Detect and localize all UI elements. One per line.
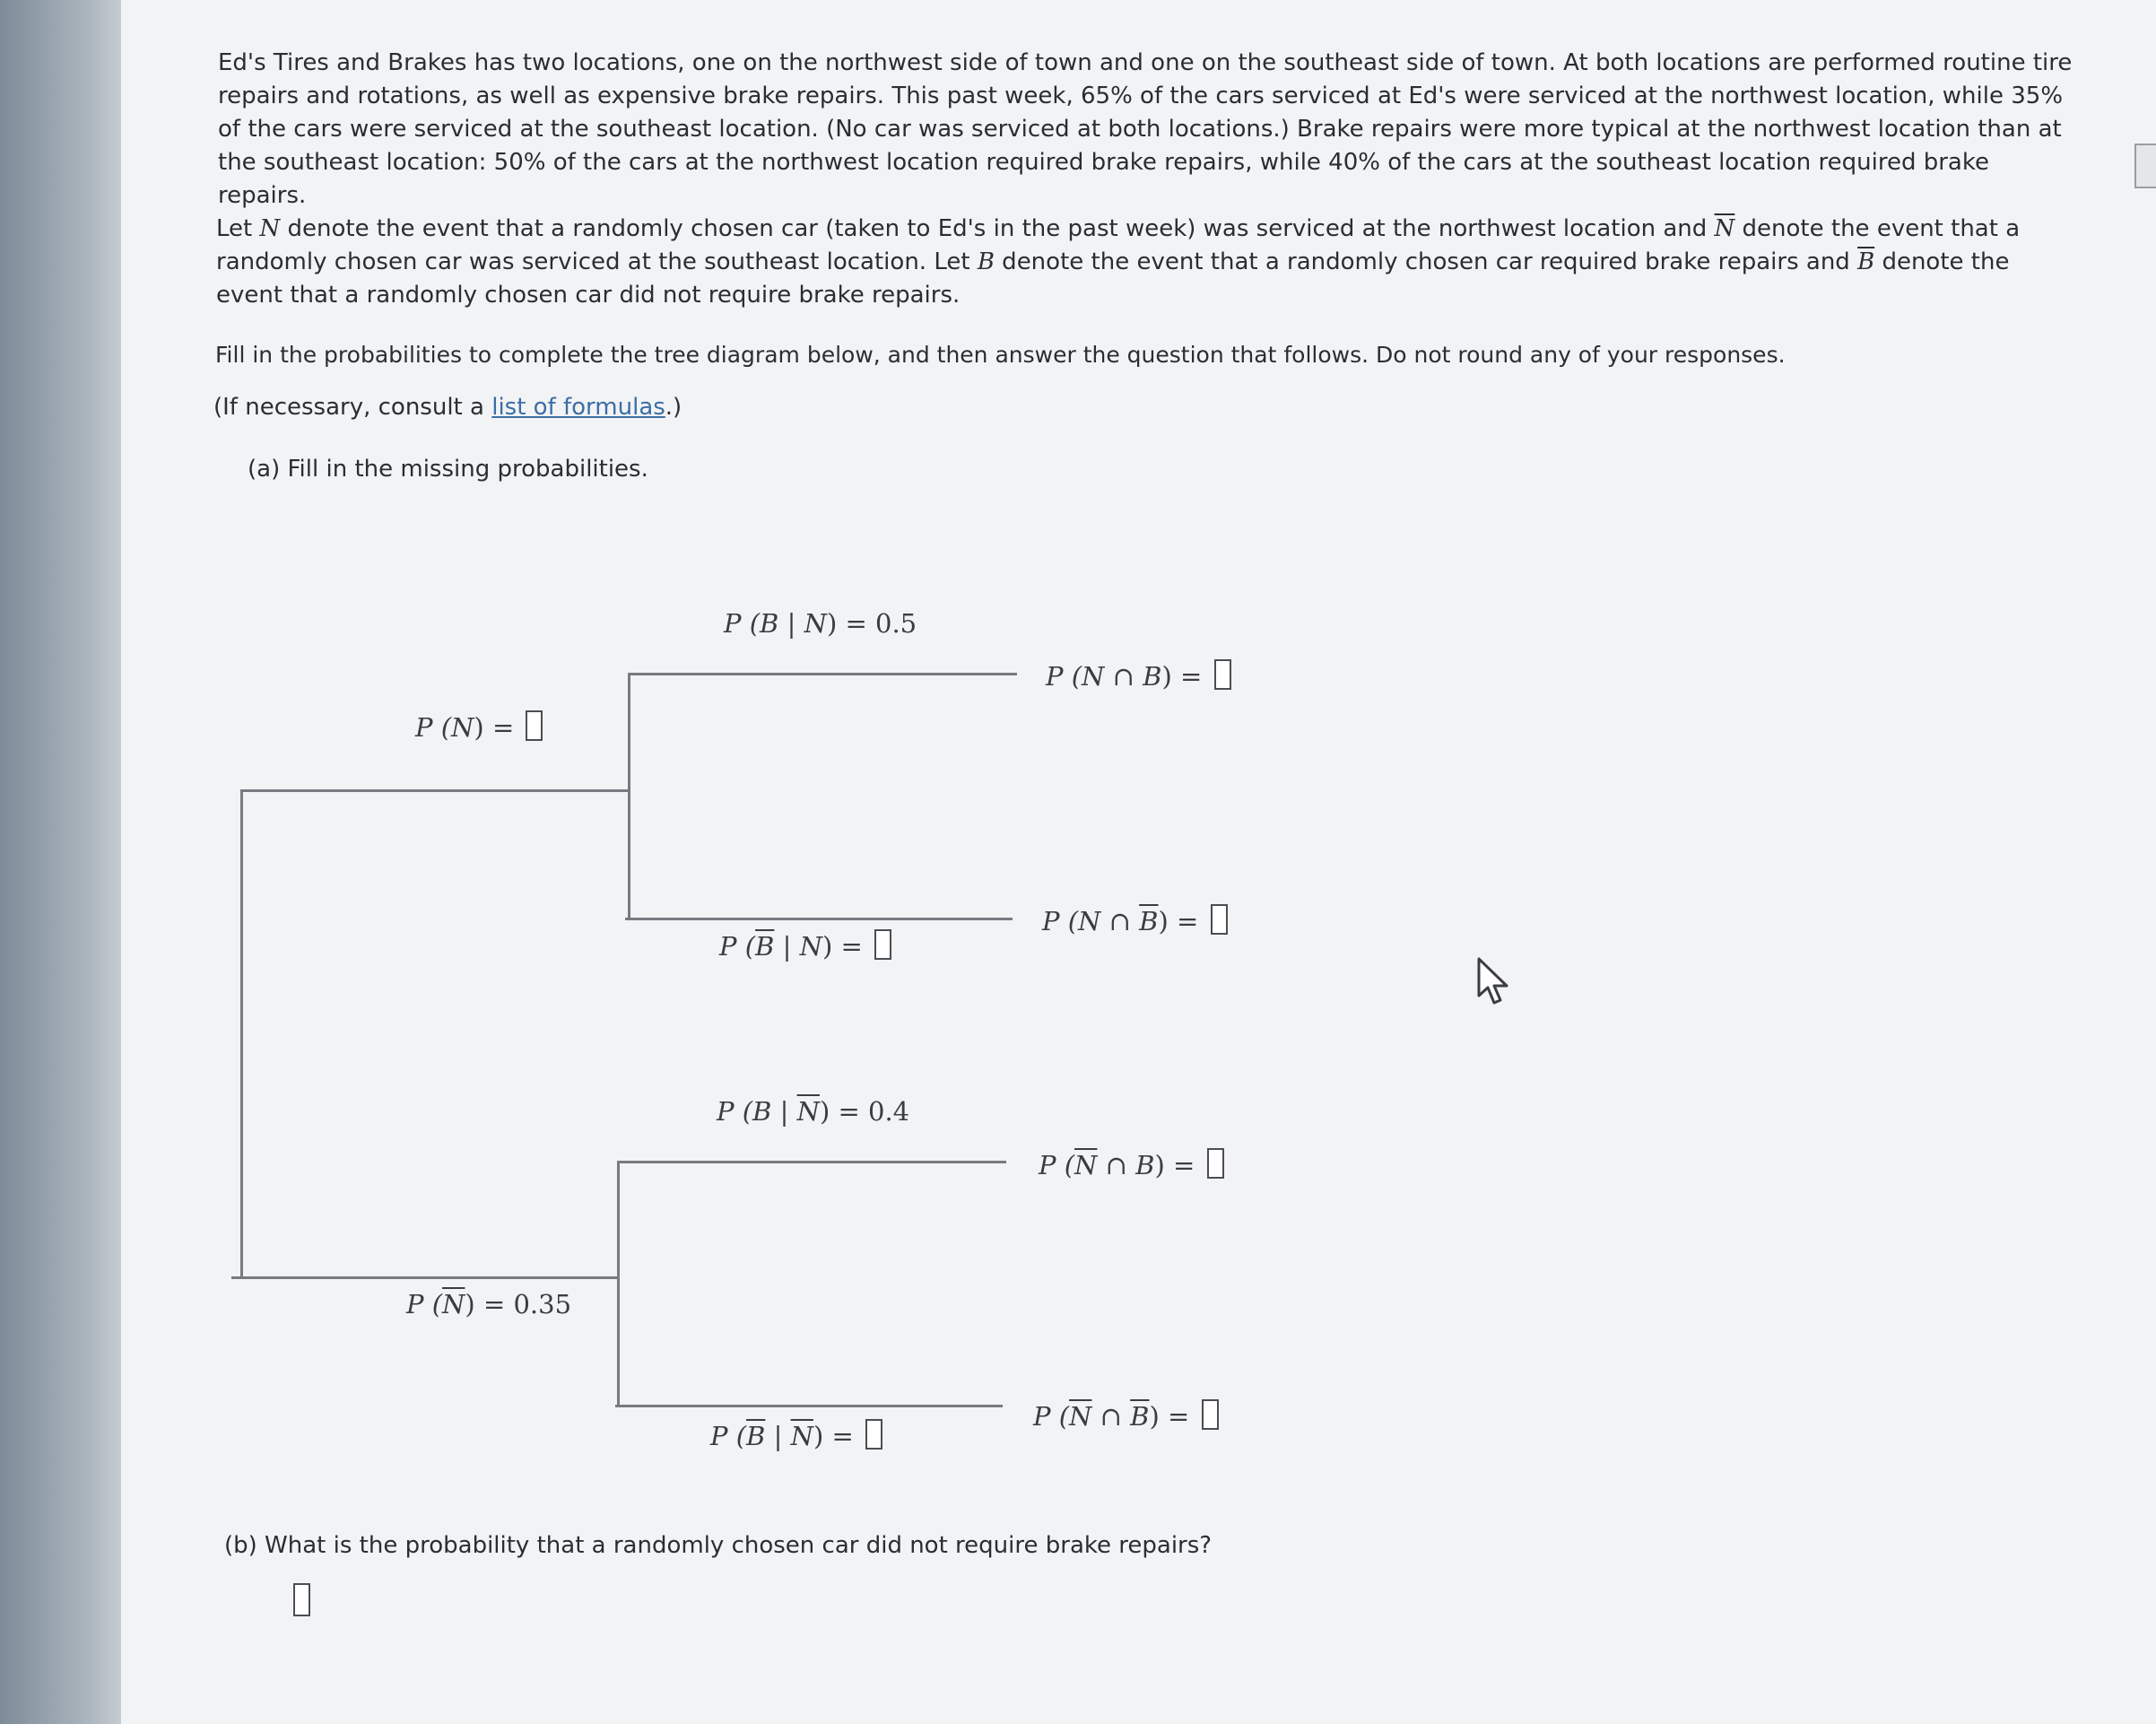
answer-p-N[interactable] [526, 710, 543, 741]
answer-p-notN-and-notB[interactable] [1202, 1399, 1219, 1430]
node-N-trunk [628, 673, 630, 919]
problem-intro: Ed's Tires and Brakes has two locations, one on the northwest side of town and one on the southeast side of town. At both locations are performed routine tire repairs and rotations, as well as expensive brake repairs. This past week, 65% of the cars serviced at Ed's were serviced at the northwest location, while 35% of the cars were serviced at the southeast location. (No car was serviced at both locations.) Brake repairs were more typical at the northwest location than at the southeast location: 50% of the cars at the northwest location required brake repairs, while 40% of the cars at the southeast location required brake repairs. [218, 49, 2073, 209]
var-N: N [259, 215, 281, 242]
branch-B-given-N [630, 673, 1017, 675]
answer-p-N-and-B[interactable] [1214, 659, 1231, 690]
answer-p-N-and-notB[interactable] [1211, 904, 1228, 935]
label-p-notN-and-B: P ($\overline{N}$ ∩ B) = [1039, 1148, 1224, 1180]
branch-B-given-not-N [619, 1161, 1006, 1163]
label-p-N: P (N) = [415, 710, 543, 743]
label-p-N-and-notB: P (N ∩ $\overline{B}$) = [1042, 904, 1228, 936]
background-left-edge [0, 0, 121, 1724]
mouse-pointer-icon [1476, 956, 1512, 1006]
answer-p-notN-and-B[interactable] [1207, 1148, 1224, 1179]
instructions: Fill in the probabilities to complete the tree diagram below, and then answer the question that follows. Do not round any of your responses. [215, 342, 1786, 368]
label-p-notB-given-N: P ($\overline{B}$ | N) = [719, 929, 891, 962]
label-p-B-given-not-N: P (B | $\overline{N}) = 0.4$ [717, 1096, 910, 1127]
label-p-B-given-N: P (B | N) = 0.5 [724, 608, 917, 639]
root-trunk [240, 789, 243, 1278]
branch-N [242, 789, 630, 792]
answer-p-notB-given-N[interactable] [874, 929, 891, 960]
side-tool-icon[interactable] [2134, 144, 2156, 188]
label-p-notB-given-not-N: P ($\overline{B}$ | $\overline{N}$) = [710, 1419, 882, 1451]
label-p-notN-and-notB: P ($\overline{N}$ ∩ $\overline{B}$) = [1033, 1399, 1219, 1432]
part-a-heading: (a) Fill in the missing probabilities. [248, 456, 648, 483]
node-not-N-trunk [617, 1161, 620, 1406]
part-b-question: (b) What is the probability that a randomly chosen car did not require brake repairs? [224, 1532, 1213, 1559]
event-definitions: Let N denote the event that a randomly chosen car (taken to Ed's in the past week) was serviced at the northwest location and $\overline{N}$ denote the event that a randomly chosen car was serviced at the southeast location. Let B denote the event that a randomly chosen car required brake repairs and $\overline{B}$ denote the event that a randomly chosen car did not require brake repairs. [216, 215, 2021, 309]
label-p-N-and-B: P (N ∩ B) = [1046, 659, 1231, 692]
consult-line: (If necessary, consult a list of formulas.) [213, 394, 682, 421]
branch-notB-given-not-N [615, 1405, 1003, 1407]
formulas-link[interactable]: list of formulas [491, 394, 665, 421]
branch-notB-given-N [625, 918, 1013, 920]
var-not-B: $\overline{B}$ [1857, 248, 1875, 275]
answer-part-b-input[interactable] [293, 1583, 310, 1616]
branch-not-N [231, 1276, 619, 1279]
var-B: B [977, 248, 995, 275]
label-p-not-N: P $(\overline{N}) = 0.35$ [406, 1289, 572, 1319]
answer-p-notB-given-not-N[interactable] [865, 1419, 882, 1450]
var-not-N: $\overline{N}$ [1714, 215, 1735, 242]
